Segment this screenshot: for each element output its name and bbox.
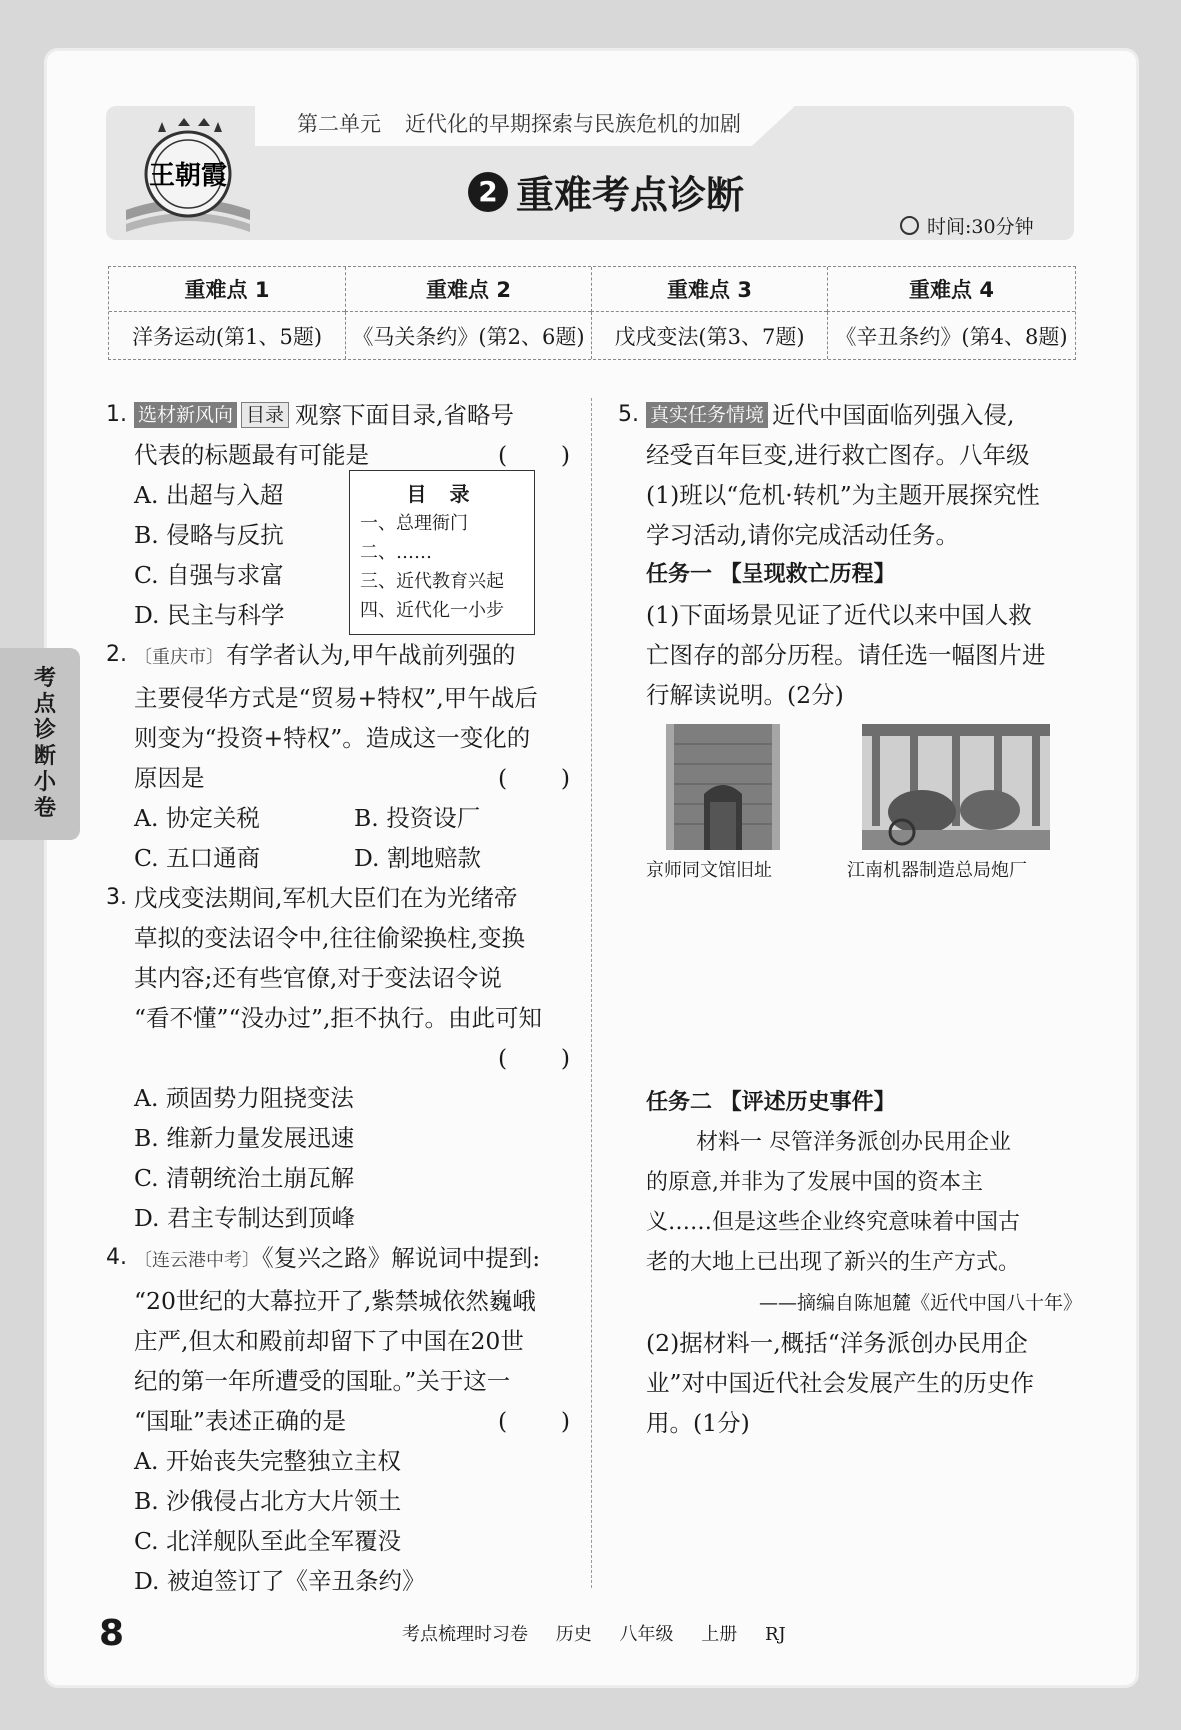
option: D. 民主与科学 [134,601,285,629]
question-text: 代表的标题最有可能是 [134,441,369,469]
option: A. 顽固势力阻挠变法 [134,1084,354,1112]
material-text: 义……但是这些企业终究意味着中国古 [646,1210,1021,1235]
question-subtag: 目录 [241,402,289,428]
question-text: 学习活动,请你完成活动任务。 [646,521,959,549]
table-of-contents-box [349,470,535,635]
question-text: 行解读说明。(2分) [646,681,844,709]
option: C. 北洋舰队至此全军覆没 [134,1527,402,1555]
answer-parentheses: ( ) [498,1044,570,1072]
question-text: 庄严,但太和殿前却留下了中国在20世 [134,1327,524,1355]
question-3 [100,878,570,1078]
toc-item: 四、近代化一小步 [360,600,504,621]
question-2 [100,635,570,798]
key-point-head: 重难点 3 [591,267,827,312]
question-number: 1. [106,402,127,427]
publisher-logo [122,118,254,238]
photo-tongwenguan [666,724,780,850]
footer-info [402,1620,808,1646]
material-citation: ——摘编自陈旭麓《近代中国八十年》 [758,1292,1082,1314]
time-limit [900,212,1034,239]
material-text: 材料一 尽管洋务派创办民用企业 [696,1130,1011,1155]
task-two-heading: 任务二 【评述历史事件】 [646,1090,896,1115]
footer-volume: 上册 [701,1624,738,1645]
question-number: 3. [106,885,127,910]
question-text: 纪的第一年所遭受的国耻。”关于这一 [134,1367,511,1395]
option: D. 被迫签订了《辛丑条约》 [134,1567,426,1595]
question-text: 《复兴之路》解说词中提到: [262,1244,541,1272]
material-text: 的原意,并非为了发展中国的资本主 [646,1170,983,1195]
question-text: 原因是 [134,764,205,792]
section-title [468,164,744,219]
options-grid [100,798,570,878]
photo-caption: 京师同文馆旧址 [646,860,772,881]
question-text: (1)班以“危机·转机”为主题开展探究性 [646,481,1040,509]
footer-series: 考点梳理时习卷 [402,1624,528,1645]
time-label: 时间:30分钟 [927,216,1034,238]
option: A. 协定关税 [134,804,260,832]
clock-icon [900,216,919,235]
question-text: (1)下面场景见证了近代以来中国人救 [646,601,1032,629]
key-point-head: 重难点 4 [827,267,1075,312]
unit-label [297,108,765,138]
question-tag: 真实任务情境 [646,402,768,428]
question-number: 2. [106,642,127,667]
option: C. 五口通商 [134,844,261,872]
option: C. 清朝统治土崩瓦解 [134,1164,355,1192]
question-text: 草拟的变法诏令中,往往偷梁换柱,变换 [134,924,525,952]
footer-edition: RJ [764,1624,786,1645]
option: C. 自强与求富 [134,561,284,589]
svg-text:王朝霞: 王朝霞 [148,161,228,191]
footer-grade: 八年级 [619,1624,674,1645]
question-text: 观察下面目录,省略号 [295,401,515,429]
side-tab-label: 考 点 诊 断 小 卷 [33,666,56,821]
option: A. 开始丧失完整独立主权 [134,1447,401,1475]
question-text: 有学者认为,甲午战前列强的 [226,641,516,669]
question-text: 戊戌变法期间,军机大臣们在为光绪帝 [134,884,518,912]
question-text: 经受百年巨变,进行救亡图存。八年级 [646,441,1030,469]
question-text: 近代中国面临列强入侵, [772,401,1015,429]
answer-parentheses: ( ) [498,764,570,792]
question-source: 〔连云港中考〕 [134,1250,260,1271]
section-title-text: 重难考点诊断 [516,173,745,217]
photo-caption: 江南机器制造总局炮厂 [847,860,1027,881]
answer-parentheses: ( ) [498,1407,570,1435]
section-number: 2 [468,172,508,212]
toc-item: 三、近代教育兴起 [360,571,504,592]
key-point-head: 重难点 1 [109,267,345,312]
right-column [612,395,1082,1443]
footer-subject: 历史 [555,1624,592,1645]
question-5 [612,395,1082,1443]
question-number: 4. [106,1245,127,1270]
key-point-body: 洋务运动(第1、5题) [131,324,323,349]
key-point-body: 戊戌变法(第3、7题) [591,312,827,359]
key-points-table [108,266,1076,360]
page-number: 8 [99,1613,125,1654]
column-divider [591,398,592,1588]
answer-space [646,923,1082,1083]
question-text: “20世纪的大幕拉开了,紫禁城依然巍峨 [134,1287,536,1315]
toc-title: 目 录 [406,482,478,506]
toc-item: 一、总理衙门 [360,513,468,534]
option: D. 割地赔款 [354,844,481,872]
question-number: 5. [618,402,639,427]
option: B. 维新力量发展迅速 [134,1124,355,1152]
question-text: “看不懂”“没办过”,拒不执行。由此可知 [134,1004,543,1032]
question-text: “国耻”表述正确的是 [134,1407,347,1435]
answer-parentheses: ( ) [498,441,570,469]
unit-title: 近代化的早期探索与民族危机的加剧 [405,112,741,136]
option: B. 侵略与反抗 [134,521,284,549]
unit-number: 第二单元 [297,112,381,136]
option: D. 君主专制达到顶峰 [134,1204,355,1232]
question-text: 其内容;还有些官僚,对于变法诏令说 [134,964,502,992]
question-text: 用。(1分) [646,1409,750,1437]
question-text: 则变为“投资+特权”。造成这一变化的 [134,724,531,752]
key-point-body: 《马关条约》(第2、6题) [345,312,591,359]
key-point-head: 重难点 2 [345,267,591,312]
question-text: 亡图存的部分历程。请任选一幅图片进 [646,641,1046,669]
question-source: 〔重庆市〕 [134,647,224,668]
question-text: 业”对中国近代社会发展产生的历史作 [646,1369,1035,1397]
question-text: (2)据材料一,概括“洋务派创办民用企 [646,1329,1028,1357]
option: A. 出超与入超 [134,481,284,509]
task-one-heading: 任务一 【呈现救亡历程】 [646,562,896,587]
question-4 [100,1238,570,1441]
key-point-body: 《辛丑条约》(第4、8题) [827,312,1075,359]
toc-item: 二、…… [360,542,432,563]
option: B. 投资设厂 [354,804,481,832]
photo-jiangnan-arsenal [862,724,1050,850]
question-1 [100,395,570,475]
question-tag: 选材新风向 [134,402,237,428]
option: B. 沙俄侵占北方大片领土 [134,1487,402,1515]
material-text: 老的大地上已出现了新兴的生产方式。 [646,1250,1021,1275]
question-text: 主要侵华方式是“贸易+特权”,甲午战后 [134,684,538,712]
